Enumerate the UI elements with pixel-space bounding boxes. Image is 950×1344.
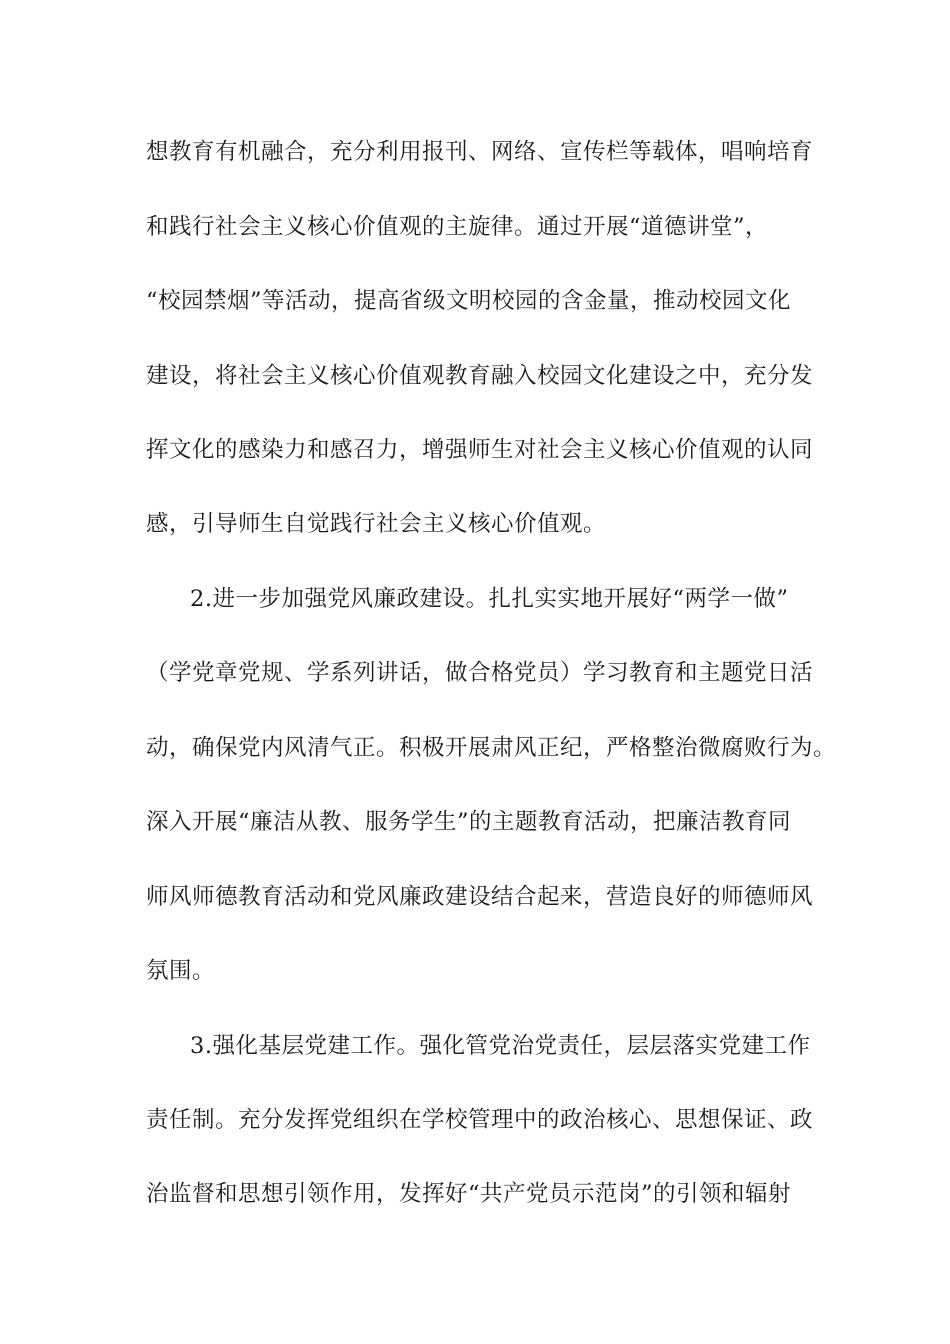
text-line: （学党章党规、学系列讲话，做合格党员）学习教育和主题党日活 bbox=[146, 660, 814, 686]
text-line: 氛围。 bbox=[146, 958, 216, 984]
text-line: 责任制。充分发挥党组织在学校管理中的政治核心、思想保证、政 bbox=[146, 1107, 814, 1133]
text-line: “校园禁烟”等活动，提高省级文明校园的含金量，推动校园文化 bbox=[146, 288, 792, 314]
text-line: 深入开展“廉洁从教、服务学生”的主题教育活动，把廉洁教育同 bbox=[146, 809, 792, 835]
text-line: 治监督和思想引领作用，发挥好“共产党员示范岗”的引领和辐射 bbox=[146, 1181, 792, 1207]
text-line: 师风师德教育活动和党风廉政建设结合起来，营造良好的师德师风 bbox=[146, 884, 814, 910]
paragraph-heading: 3.强化基层党建工作。强化管党治党责任，层层落实党建工作 bbox=[190, 1033, 811, 1059]
text-line: 动，确保党内风清气正。积极开展肃风正纪，严格整治微腐败行为。 bbox=[146, 735, 837, 761]
text-line: 挥文化的感染力和感召力，增强师生对社会主义核心价值观的认同 bbox=[146, 437, 814, 463]
paragraph-heading: 2.进一步加强党风廉政建设。扎扎实实地开展好“两学一做” bbox=[190, 586, 789, 612]
text-line: 建设，将社会主义核心价值观教育融入校园文化建设之中，充分发 bbox=[146, 363, 814, 389]
text-line: 想教育有机融合，充分利用报刊、网络、宣传栏等载体，唱响培育 bbox=[146, 139, 814, 165]
text-line: 感，引导师生自觉践行社会主义核心价值观。 bbox=[146, 511, 607, 537]
text-line: 和践行社会主义核心价值观的主旋律。通过开展“道德讲堂”， bbox=[146, 214, 769, 240]
